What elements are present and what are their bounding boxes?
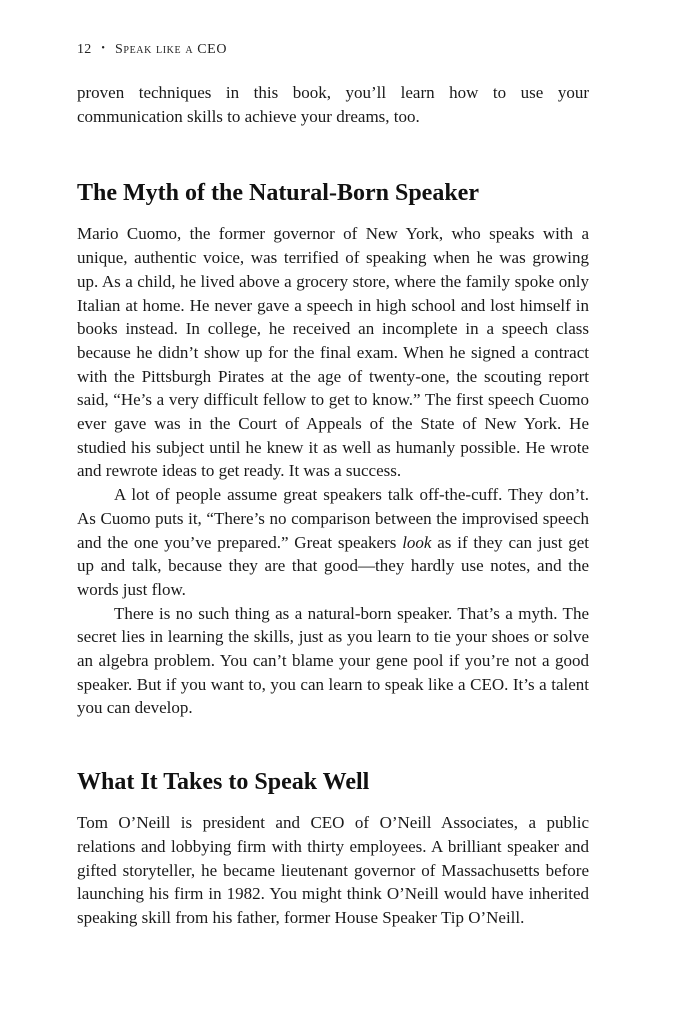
page-number: 12 — [77, 42, 92, 57]
section-heading-myth: The Myth of the Natural-Born Speaker — [77, 180, 479, 207]
takes-paragraph-1: Tom O’Neill is president and CEO of O’Neill Associates, a public relations and lobbying firm with thirty employees. A brilliant speaker and gifted storyteller, he became lieutenant governor of Massachusetts before launching his firm in 1982. You might think O’Neill would have inherited speaking skill from his father, former House Speaker Tip O’Neill. — [77, 813, 589, 927]
intro-paragraph: proven techniques in this book, you’ll learn how to use your communication skills to achieve your dreams, too. — [77, 83, 589, 126]
myth-paragraph-1: Mario Cuomo, the former governor of New York, who speaks with a unique, authentic voice, was terrified of speaking when he was growing up. As a child, he lived above a grocery store, where the family spoke only Italian at home. He never gave a speech in high school and lost himself in books instead. In college, he received an incomplete in a speech class because he didn’t show up for the final exam. When he signed a contract with the Pittsburgh Pirates at the age of twenty-one, the scouting report said, “He’s a very difficult fellow to get to know.” The first speech Cuomo ever gave was in the Court of Appeals of the State of New York. He studied his subject until he knew it as well as humanly possible. He wrote and rewrote ideas to get ready. It was a success. — [77, 224, 589, 481]
bullet-separator: • — [101, 43, 106, 54]
book-page — [77, 38, 589, 930]
myth-paragraph-3: There is no such thing as a natural-born speaker. That’s a myth. The secret lies in learning the skills, just as you learn to tie your shoes or solve an algebra problem. You can’t blame your gene pool if you’re not a good speaker. But if you want to, you can learn to speak like a CEO. It’s a talent you can develop. — [77, 603, 589, 718]
myth-paragraph-2 — [77, 483, 589, 602]
emphasis-look: look — [402, 532, 432, 552]
running-head-title: Speak like a CEO — [115, 42, 228, 57]
running-head — [77, 38, 589, 60]
myth-paragraph-2-part-2: as if they can just get up and talk, because they are that good—they hardly use notes, and the words just flow. — [77, 532, 589, 599]
myth-paragraph-2-part-1: A lot of people assume great speakers talk off-the-cuff. They don’t. As Cuomo puts it, “There’s no comparison between the improvised speech and the one you’ve prepared.” Great speakers — [77, 485, 589, 552]
section-heading-takes: What It Takes to Speak Well — [77, 769, 370, 796]
